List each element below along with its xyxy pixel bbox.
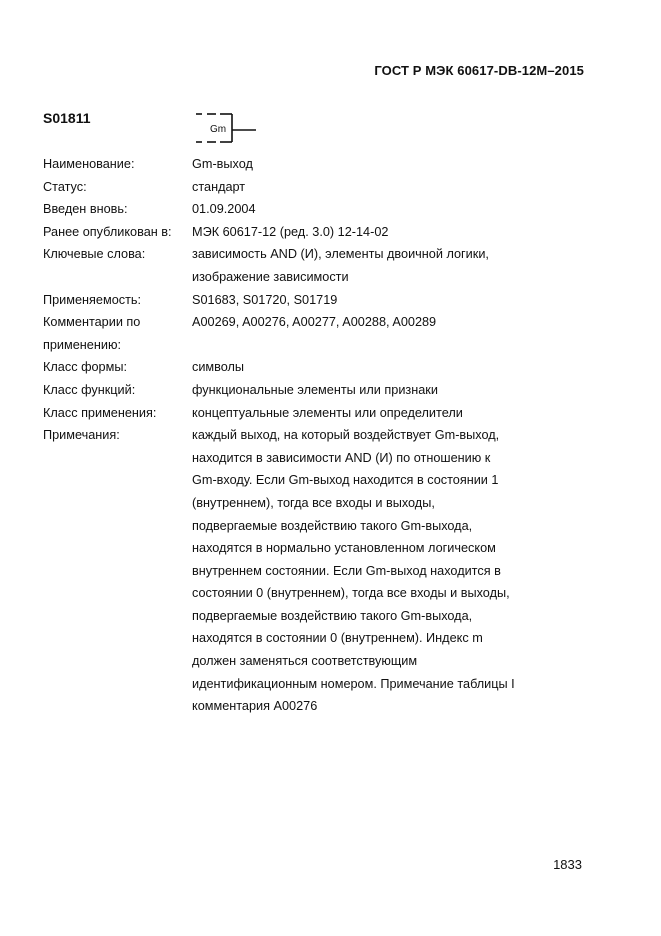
entry-row <box>43 402 523 425</box>
field-value <box>192 198 523 221</box>
entry-row <box>43 289 523 312</box>
field-value <box>192 221 523 244</box>
field-value-line: Gm-входу. Если Gm-выход находится в состоянии 1 <box>192 473 499 488</box>
field-label <box>43 356 192 379</box>
field-value <box>192 289 523 312</box>
field-value <box>192 402 523 425</box>
field-label-line: Класс функций: <box>43 382 136 397</box>
field-value <box>192 243 523 288</box>
field-value-line: изображение зависимости <box>192 269 349 284</box>
entry-row <box>43 153 523 176</box>
field-value-line: состоянии 0 (внутреннем), тогда все входы и выходы, <box>192 586 510 601</box>
symbol-label: Gm <box>210 124 227 135</box>
symbol-code: S01811 <box>43 110 91 126</box>
field-value-line: идентификационным номером. Примечание таблицы I <box>192 676 515 691</box>
field-value-line: зависимость AND (И), элементы двоичной логики, <box>192 247 489 262</box>
field-label <box>43 289 192 312</box>
field-label-line: Ключевые слова: <box>43 247 146 262</box>
field-label-line: Класс применения: <box>43 405 157 420</box>
field-value-line: концептуальные элементы или определители <box>192 405 463 420</box>
field-value-line: внутреннем состоянии. Если Gm-выход находится в <box>192 563 501 578</box>
entry-row <box>43 311 523 356</box>
field-label-line: Наименование: <box>43 157 135 171</box>
gm-output-symbol <box>192 110 262 146</box>
field-value <box>192 311 523 356</box>
field-value-line: находится в зависимости AND (И) по отношению к <box>192 450 491 465</box>
field-label-line: Ранее опубликован в: <box>43 224 172 239</box>
entry-row <box>43 198 523 221</box>
field-value-line: 01.09.2004 <box>192 202 256 217</box>
field-value-line: находятся в состоянии 0 (внутреннем). Индекс m <box>192 631 483 646</box>
gm-symbol-graphic <box>192 110 262 146</box>
field-value-line: находятся в нормально установленном логическом <box>192 541 496 556</box>
field-value-line: подвергаемые воздействию такого Gm-выхода, <box>192 608 473 623</box>
entry-row <box>43 243 523 288</box>
field-value <box>192 153 523 176</box>
field-value-line: МЭК 60617-12 (ред. 3.0) 12-14-02 <box>192 224 389 239</box>
field-value-line: комментария A00276 <box>192 699 318 714</box>
entry-row <box>43 356 523 379</box>
field-label <box>43 311 192 356</box>
field-value-line: должен заменяться соответствующим <box>192 654 418 669</box>
field-value-line: (внутреннем), тогда все входы и выходы, <box>192 495 435 510</box>
field-label <box>43 198 192 221</box>
entry-table <box>43 153 523 718</box>
field-label-line: Статус: <box>43 179 87 194</box>
field-value <box>192 356 523 379</box>
field-value <box>192 379 523 402</box>
entry-row <box>43 176 523 199</box>
field-value-line: подвергаемые воздействию такого Gm-выхода, <box>192 518 473 533</box>
field-label-line: применению: <box>43 337 121 352</box>
entry-row <box>43 379 523 402</box>
field-value-line: функциональные элементы или признаки <box>192 382 438 397</box>
field-label <box>43 402 192 425</box>
field-label <box>43 153 192 176</box>
field-value <box>192 424 523 718</box>
entry-row <box>43 424 523 718</box>
page-number: 1833 <box>553 857 582 872</box>
field-value-line: каждый выход, на который воздействует Gm-выход, <box>192 428 500 443</box>
field-value-line: S01683, S01720, S01719 <box>192 292 338 307</box>
field-label <box>43 221 192 244</box>
field-value-line: стандарт <box>192 179 246 194</box>
entry-row <box>43 221 523 244</box>
field-label-line: Примечания: <box>43 428 120 443</box>
field-label-line: Класс формы: <box>43 360 127 375</box>
field-label <box>43 379 192 402</box>
field-label <box>43 176 192 199</box>
document-header: ГОСТ Р МЭК 60617-DB-12M–2015 <box>374 63 584 78</box>
field-value-line: A00269, A00276, A00277, A00288, A00289 <box>192 315 437 330</box>
field-label-line: Комментарии по <box>43 315 141 330</box>
field-label-line: Введен вновь: <box>43 202 128 217</box>
field-label <box>43 243 192 288</box>
field-value <box>192 176 523 199</box>
field-label-line: Применяемость: <box>43 292 142 307</box>
field-value-line: символы <box>192 360 245 375</box>
field-label <box>43 424 192 718</box>
field-value-line: Gm-выход <box>192 157 253 171</box>
